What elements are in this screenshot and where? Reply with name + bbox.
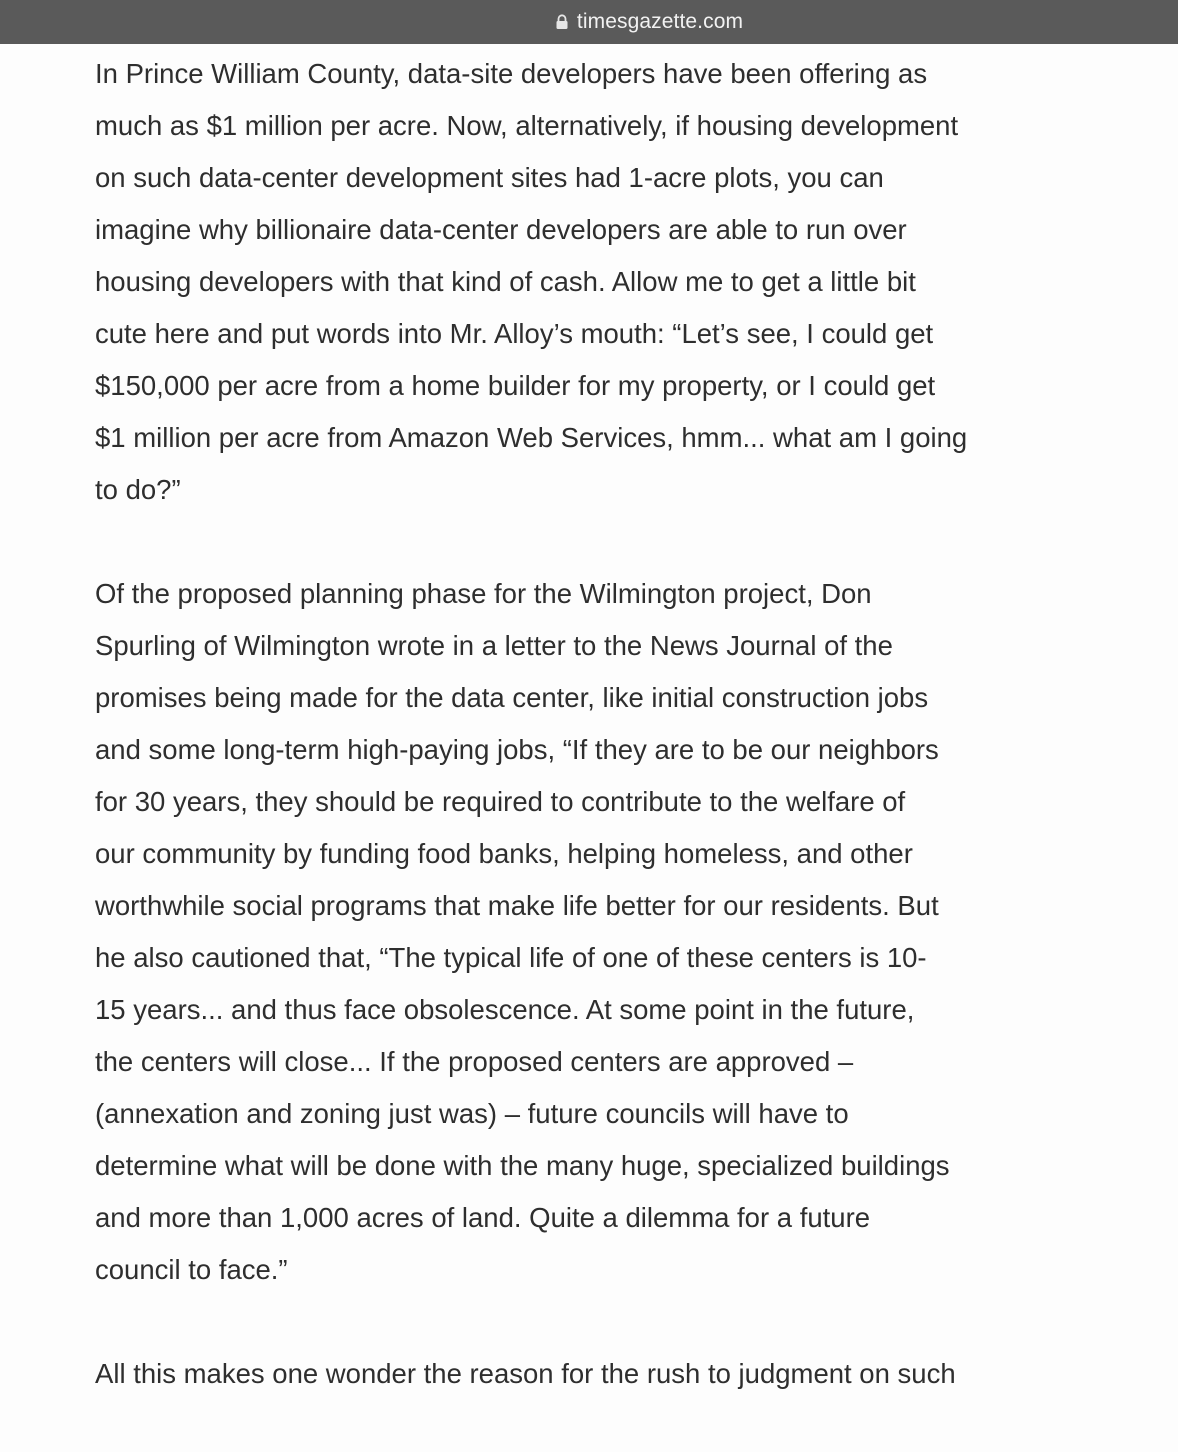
text-line: he also cautioned that, “The typical life of one of these centers is 10- bbox=[95, 942, 927, 973]
text-line: 15 years... and thus face obsolescence. At some point in the future, bbox=[95, 994, 915, 1025]
text-line: and some long-term high-paying jobs, “If they are to be our neighbors bbox=[95, 734, 939, 765]
text-line: $1 million per acre from Amazon Web Services, hmm... what am I going bbox=[95, 422, 968, 453]
text-line: cute here and put words into Mr. Alloy’s mouth: “Let’s see, I could get bbox=[95, 318, 934, 349]
paragraph-2 bbox=[95, 568, 1080, 1296]
text-line: for 30 years, they should be required to contribute to the welfare of bbox=[95, 786, 906, 817]
paragraph-3 bbox=[95, 1348, 1080, 1400]
paragraph-1 bbox=[95, 48, 1080, 516]
text-line: determine what will be done with the many huge, specialized buildings bbox=[95, 1150, 950, 1181]
text-line: the centers will close... If the proposed centers are approved – bbox=[95, 1046, 854, 1077]
text-line: promises being made for the data center, like initial construction jobs bbox=[95, 682, 929, 713]
text-line: council to face.” bbox=[95, 1254, 288, 1285]
text-line: $150,000 per acre from a home builder for my property, or I could get bbox=[95, 370, 936, 401]
lock-icon bbox=[555, 14, 569, 30]
text-line: our community by funding food banks, helping homeless, and other bbox=[95, 838, 913, 869]
text-line: imagine why billionaire data-center developers are able to run over bbox=[95, 214, 907, 245]
text-line: on such data-center development sites had 1-acre plots, you can bbox=[95, 162, 884, 193]
text-line: Of the proposed planning phase for the Wilmington project, Don bbox=[95, 578, 872, 609]
text-line: All this makes one wonder the reason for the rush to judgment on such bbox=[95, 1358, 956, 1389]
text-line: (annexation and zoning just was) – future councils will have to bbox=[95, 1098, 849, 1129]
article-body bbox=[95, 48, 1080, 1452]
text-line: housing developers with that kind of cash. Allow me to get a little bit bbox=[95, 266, 916, 297]
url-text[interactable]: timesgazette.com bbox=[576, 10, 744, 33]
text-line: much as $1 million per acre. Now, alternatively, if housing development bbox=[95, 110, 959, 141]
text-line: Spurling of Wilmington wrote in a letter to the News Journal of the bbox=[95, 630, 893, 661]
text-line: to do?” bbox=[95, 474, 181, 505]
text-line: and more than 1,000 acres of land. Quite a dilemma for a future bbox=[95, 1202, 871, 1233]
browser-url-bar[interactable] bbox=[0, 0, 1178, 44]
text-line: In Prince William County, data-site developers have been offering as bbox=[95, 58, 928, 89]
text-line: worthwhile social programs that make life better for our residents. But bbox=[95, 890, 939, 921]
url-container[interactable] bbox=[555, 10, 743, 34]
